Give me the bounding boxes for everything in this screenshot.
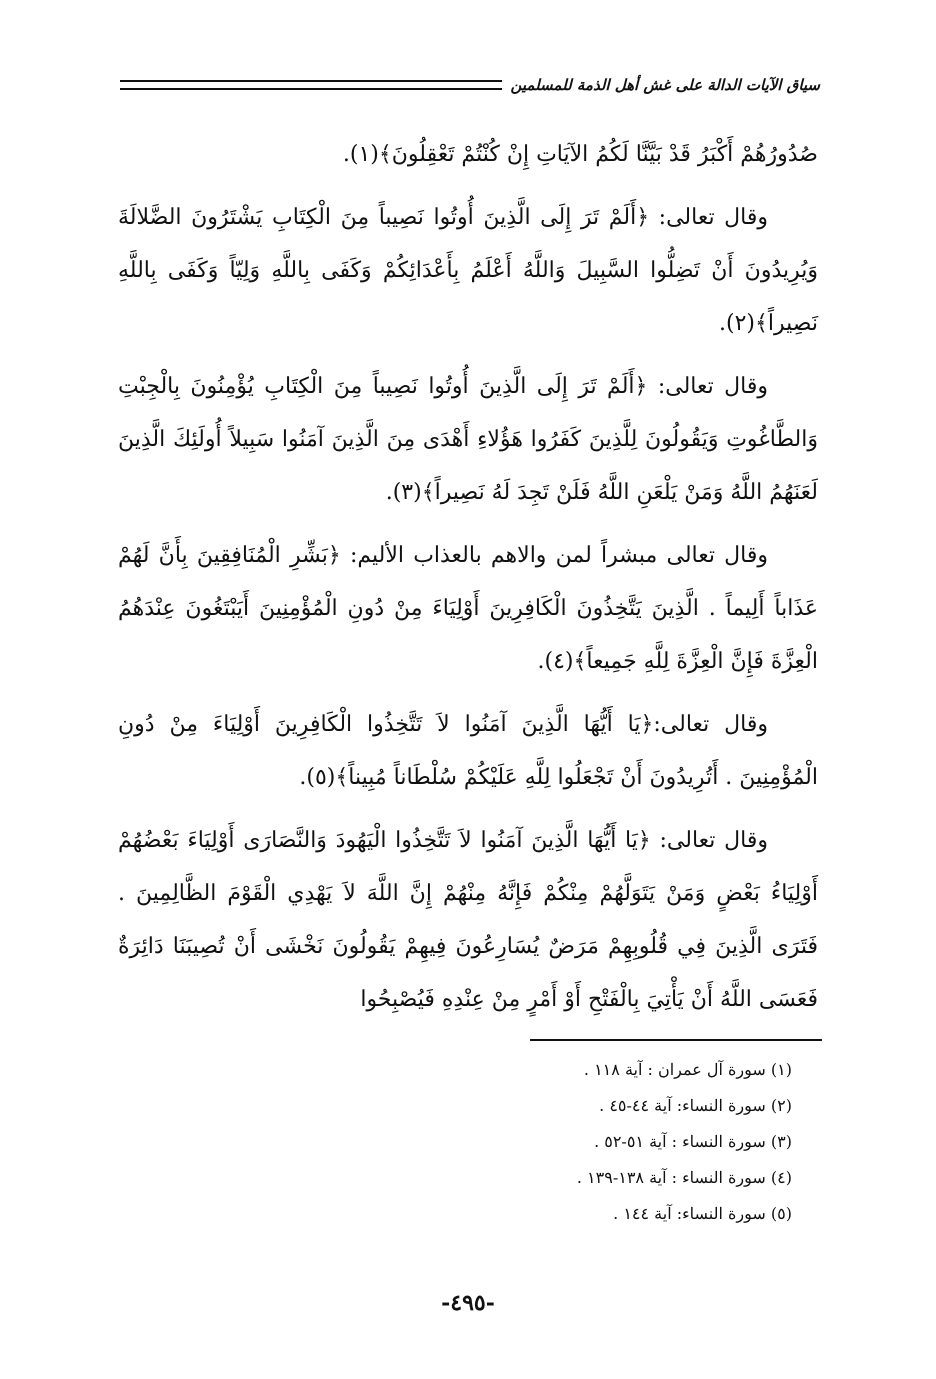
running-title: سياق الآيات الدالة على غش أهل الذمة للمسلمين bbox=[510, 76, 820, 94]
paragraph: وقال تعالى: ﴿يَا أَيُّهَا الَّذِينَ آمَنُوا لاَ تَتَّخِذُوا الْيَهُودَ وَالنَّصَارَى أَوْلِيَاءَ بَعْضُهُمْ أَوْلِيَاءُ بَعْضٍ وَمَنْ يَتَوَلَّهُمْ مِنْكُمْ فَإِنَّهُ مِنْهُمْ إِنَّ اللَّهَ لاَ يَهْدِي الْقَوْمَ الظَّالِمِينَ . فَتَرَى الَّذِينَ فِي قُلُوبِهِمْ مَرَضٌ يُسَارِعُونَ فِيهِمْ يَقُولُونَ نَخْشَى أَنْ تُصِيبَنَا دَائِرَةٌ فَعَسَى اللَّهُ أَنْ يَأْتِيَ بِالْفَتْحِ أَوْ أَمْرٍ مِنْ عِنْدِهِ فَيُصْبِحُوا bbox=[118, 828, 818, 1012]
footnote-separator bbox=[530, 1039, 822, 1041]
footnote: (٢) سورة النساء: آية ٤٤-٤٥ . bbox=[599, 1096, 792, 1115]
paragraph: وقال تعالى: ﴿أَلَمْ تَرَ إِلَى الَّذِينَ أُوتُوا نَصِيباً مِنَ الْكِتَابِ يُؤْمِنُونَ بِالْجِبْتِ وَالطَّاغُوتِ وَيَقُولُونَ لِلَّذِينَ كَفَرُوا هَؤُلاءِ أَهْدَى مِنَ الَّذِينَ آمَنُوا سَبِيلاً أُولَئِكَ الَّذِينَ لَعَنَهُمُ اللَّهُ وَمَنْ يَلْعَنِ اللَّهُ فَلَنْ تَجِدَ لَهُ نَصِيراً﴾(٣). bbox=[118, 374, 818, 505]
footnote: (٤) سورة النساء : آية ١٣٨-١٣٩ . bbox=[576, 1168, 792, 1187]
paragraph: صُدُورُهُمْ أَكْبَرُ قَدْ بَيَّنَّا لَكُمُ الآيَاتِ إِنْ كُنْتُمْ تَعْقِلُونَ﴾(١). bbox=[342, 142, 818, 167]
paragraph: وقال تعالى مبشراً لمن والاهم بالعذاب الأليم: ﴿بَشِّرِ الْمُنَافِقِينَ بِأَنَّ لَهُمْ عَذَاباً أَلِيماً . الَّذِينَ يَتَّخِذُونَ الْكَافِرِينَ أَوْلِيَاءَ مِنْ دُونِ الْمُؤْمِنِينَ أَيَبْتَغُونَ عِنْدَهُمُ الْعِزَّةَ فَإِنَّ الْعِزَّةَ لِلَّهِ جَمِيعاً﴾(٤). bbox=[118, 543, 818, 674]
header-double-rule bbox=[120, 80, 502, 90]
footnote: (١) سورة آل عمران : آية ١١٨ . bbox=[583, 1060, 792, 1079]
running-header bbox=[120, 70, 820, 100]
page-number: -٤٩٥- bbox=[441, 1290, 495, 1316]
paragraph: وقال تعالى:﴿يَا أَيُّهَا الَّذِينَ آمَنُوا لاَ تَتَّخِذُوا الْكَافِرِينَ أَوْلِيَاءَ مِنْ دُونِ الْمُؤْمِنِينَ . أَتُرِيدُونَ أَنْ تَجْعَلُوا لِلَّهِ عَلَيْكُمْ سُلْطَاناً مُبِيناً﴾(٥). bbox=[118, 712, 818, 790]
footnotes bbox=[400, 1052, 792, 1232]
paragraph: وقال تعالى: ﴿أَلَمْ تَرَ إِلَى الَّذِينَ أُوتُوا نَصِيباً مِنَ الْكِتَابِ يَشْتَرُونَ الضَّلالَةَ وَيُرِيدُونَ أَنْ تَضِلُّوا السَّبِيلَ وَاللَّهُ أَعْلَمُ بِأَعْدَائِكُمْ وَكَفَى بِاللَّهِ وَلِيّاً وَكَفَى بِاللَّهِ نَصِيراً﴾(٢). bbox=[118, 205, 818, 336]
main-text bbox=[118, 128, 818, 1036]
footnote: (٥) سورة النساء: آية ١٤٤ . bbox=[613, 1204, 792, 1223]
footnote: (٣) سورة النساء : آية ٥١-٥٢ . bbox=[594, 1132, 792, 1151]
